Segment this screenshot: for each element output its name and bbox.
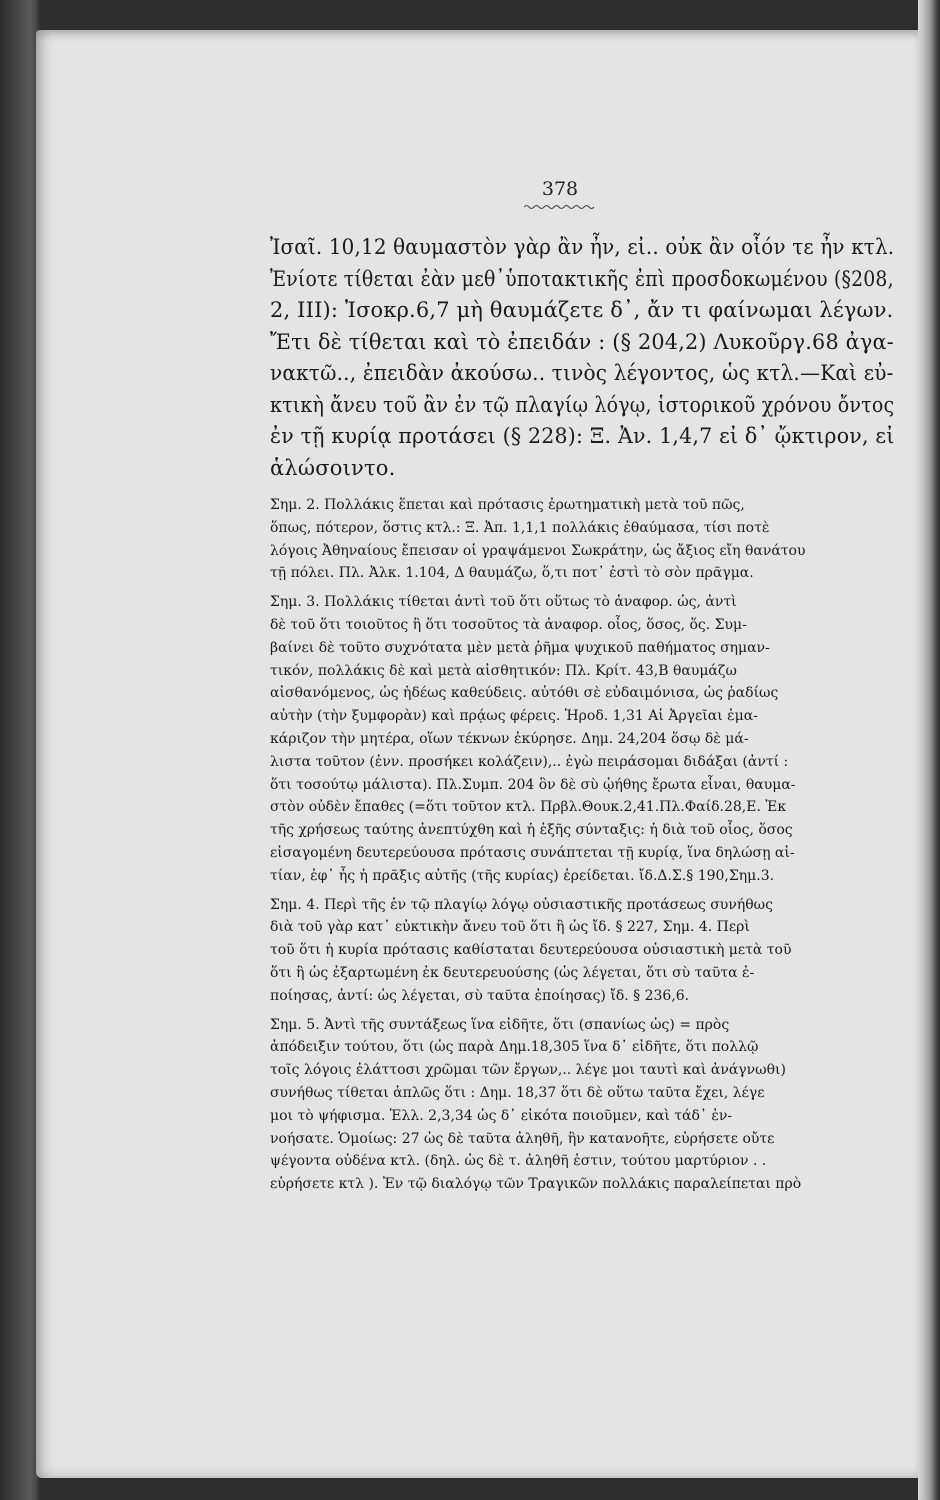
note-line: τοῦ ὅτι ἡ κυρία πρότασις καθίσταται δευτερεύουσα οὐσιαστικὴ μετὰ τοῦ	[270, 942, 792, 959]
note-line: ὅτι ἢ ὡς ἐξαρτωμένη ἐκ δευτερευούσης (ὡς λέγεται, ὅτι σὺ ταῦτα ἐ-	[270, 964, 755, 981]
note-line: αἰσθανόμενος, ὡς ἡδέως καθεύδεις. αὐτόθι σὲ εὐδαιμόνισα, ὡς ῥαδίως	[270, 685, 779, 702]
page-number: 378	[541, 178, 579, 200]
note-line: ὅπως, πότερον, ὅστις κτλ.: Ξ. Ἀπ. 1,1,1 πολλάκις ἐθαύμασα, τίσι ποτὲ	[270, 519, 770, 536]
note-4	[270, 894, 894, 1008]
main-text-line: νακτῶ.., ἐπειδὰν ἀκούσω.. τινὸς λέγοντος, ὡς κτλ.—Καὶ εὐ-	[270, 361, 894, 385]
note-line: μοι τὸ ψήφισμα. Ἑλλ. 2,3,34 ὡς δ᾽ εἰκότα ποιοῦμεν, καὶ τάδ᾽ ἐν-	[270, 1107, 733, 1124]
note-line: Σημ. 2. Πολλάκις ἕπεται καὶ πρότασις ἐρωτηματικὴ μετὰ τοῦ πῶς,	[270, 497, 745, 513]
main-text-line: 2, ΙΙΙ): Ἰσοκρ.6,7 μὴ θαυμάζετε δ᾽, ἄν τι φαίνωμαι λέγων.	[270, 298, 894, 322]
note-line: ποίησας, ἀντί: ὡς λέγεται, σὺ ταῦτα ἐποίησας) ἴδ. § 236,6.	[270, 987, 690, 1004]
note-line: τικόν, πολλάκις δὲ καὶ μετὰ αἰσθητικόν: Πλ. Κρίτ. 43,Β θαυμάζω	[270, 662, 737, 679]
note-line: ψέγοντα οὐδένα κτλ. (δηλ. ὡς δὲ τ. ἀληθῆ ἐστιν, τούτου μαρτύριον . .	[270, 1153, 767, 1170]
main-text-line: Ἔτι δὲ τίθεται καὶ τὸ ἐπειδάν : (§ 204,2) Λυκοῦργ.68 ἀγα-	[270, 329, 894, 354]
main-paragraph	[270, 232, 894, 484]
note-5	[270, 1014, 894, 1196]
note-line: συνήθως τίθεται ἁπλῶς ὅτι : Δημ. 18,37 ὅτι δὲ οὕτω ταῦτα ἔχει, λέγε	[270, 1084, 765, 1101]
note-line: ὅτι τοσούτῳ μάλιστα). Πλ.Συμπ. 204 ὃν δὲ σὺ ᾠήθης ἔρωτα εἶναι, θαυμα-	[270, 776, 796, 793]
note-line: νοήσατε. Ὁμοίως: 27 ὡς δὲ ταῦτα ἀληθῆ, ἣν κατανοῆτε, εὑρήσετε οὔτε	[270, 1130, 775, 1147]
note-line: εὑρήσετε κτλ ). Ἐν τῷ διαλόγῳ τῶν Τραγικῶν πολλάκις παραλείπεται πρὸ	[270, 1176, 802, 1193]
page-body	[270, 232, 894, 1196]
note-line: κάριζον τὴν μητέρα, οἵων τέκνων ἐκύρησε. Δημ. 24,204 ὅσῳ δὲ μά-	[270, 730, 749, 747]
note-line: αὐτὴν (τὴν ξυμφορὰν) καὶ πρᾴως φέρεις. Ἡροδ. 1,31 Αἱ Ἀργεῖαι ἐμα-	[270, 708, 758, 725]
note-line: διὰ τοῦ γὰρ κατ᾽ εὐκτικὴν ἄνευ τοῦ ὅτι ἢ ὡς ἴδ. § 227, Σημ. 4. Περὶ	[270, 919, 750, 936]
main-text-line: Ἐνίοτε τίθεται ἐὰν μεθ᾽ὑποτακτικῆς ἐπὶ προσδοκωμένου (§208,	[270, 266, 894, 291]
note-line: εἰσαγομένη δευτερεύουσα πρότασις συνάπτεται τῇ κυρίᾳ, ἵνα δηλώσῃ αἰ-	[270, 844, 795, 861]
main-text-line: κτικὴ ἄνευ τοῦ ἂν ἐν τῷ πλαγίῳ λόγῳ, ἱστορικοῦ χρόνου ὄντος	[270, 392, 895, 417]
note-2	[270, 494, 894, 585]
note-line: Σημ. 5. Ἀντὶ τῆς συντάξεως ἵνα εἰδῆτε, ὅτι (σπανίως ὡς) = πρὸς	[270, 1016, 730, 1033]
note-line: τοῖς λόγοις ἐλάττοσι χρῶμαι τῶν ἔργων,.. λέγε μοι ταυτὶ καὶ ἀνάγνωθι)	[270, 1062, 786, 1079]
main-text-line: ἁλώσοιντο.	[270, 455, 396, 480]
note-line: λιστα τοῦτον (ἐνν. προσήκει κολάζειν),.. ἐγὼ πειράσομαι διδάξαι (ἀντί :	[270, 753, 789, 770]
note-line: Σημ. 3. Πολλάκις τίθεται ἀντὶ τοῦ ὅτι οὕτως τὸ ἀναφορ. ὡς, ἀντὶ	[270, 594, 737, 611]
note-3	[270, 591, 894, 887]
note-line: τῇ πόλει. Πλ. Ἀλκ. 1.104, Δ θαυμάζω, ὅ,τι ποτ᾽ ἐστὶ τὸ σὸν πρᾶγμα.	[270, 565, 754, 582]
page-number-wavy-rule	[524, 203, 594, 211]
main-text-line: Ἰσαῖ. 10,12 θαυμαστὸν γὰρ ἂν ἦν, εἰ.. οὐκ ἂν οἷόν τε ἦν κτλ.	[270, 235, 895, 259]
note-line: στὸν οὐδὲν ἔπαθες (=ὅτι τοῦτον κτλ. Πρβλ.Θουκ.2,41.Πλ.Φαίδ.28,Ε. Ἐκ	[270, 799, 787, 816]
note-line: δὲ τοῦ ὅτι τοιοῦτος ἢ ὅτι τοσοῦτος τὰ ἀναφορ. οἷος, ὅσος, ὅς. Συμ-	[270, 616, 747, 633]
note-line: λόγοις Ἀθηναίους ἔπεισαν οἱ γραψάμενοι Σωκράτην, ὡς ἄξιος εἴη θανάτου	[270, 542, 806, 559]
note-line: τίαν, ἐφ᾽ ἧς ἡ πρᾶξις αὐτῆς (τῆς κυρίας) ἐρείδεται. ἴδ.Δ.Σ.§ 190,Σημ.3.	[270, 867, 775, 884]
book-binding-edge	[918, 0, 940, 1500]
note-line: βαίνει δὲ τοῦτο συχνότατα μὲν μετὰ ῥῆμα ψυχικοῦ παθήματος σημαν-	[270, 639, 770, 656]
note-line: τῆς χρήσεως ταύτης ἀνεπτύχθη καὶ ἡ ἑξῆς σύνταξις: ἡ διὰ τοῦ οἷος, ὅσος	[270, 822, 793, 839]
note-line: ἀπόδειξιν τούτου, ὅτι (ὡς παρὰ Δημ.18,305 ἵνα δ᾽ εἰδῆτε, ὅτι πολλῷ	[270, 1039, 759, 1056]
main-text-line: ἐν τῇ κυρίᾳ προτάσει (§ 228): Ξ. Ἀν. 1,4,7 εἰ δ᾽ ᾤκτιρον, εἰ	[270, 424, 895, 448]
note-line: Σημ. 4. Περὶ τῆς ἐν τῷ πλαγίῳ λόγῳ οὐσιαστικῆς προτάσεως συνήθως	[270, 896, 773, 913]
